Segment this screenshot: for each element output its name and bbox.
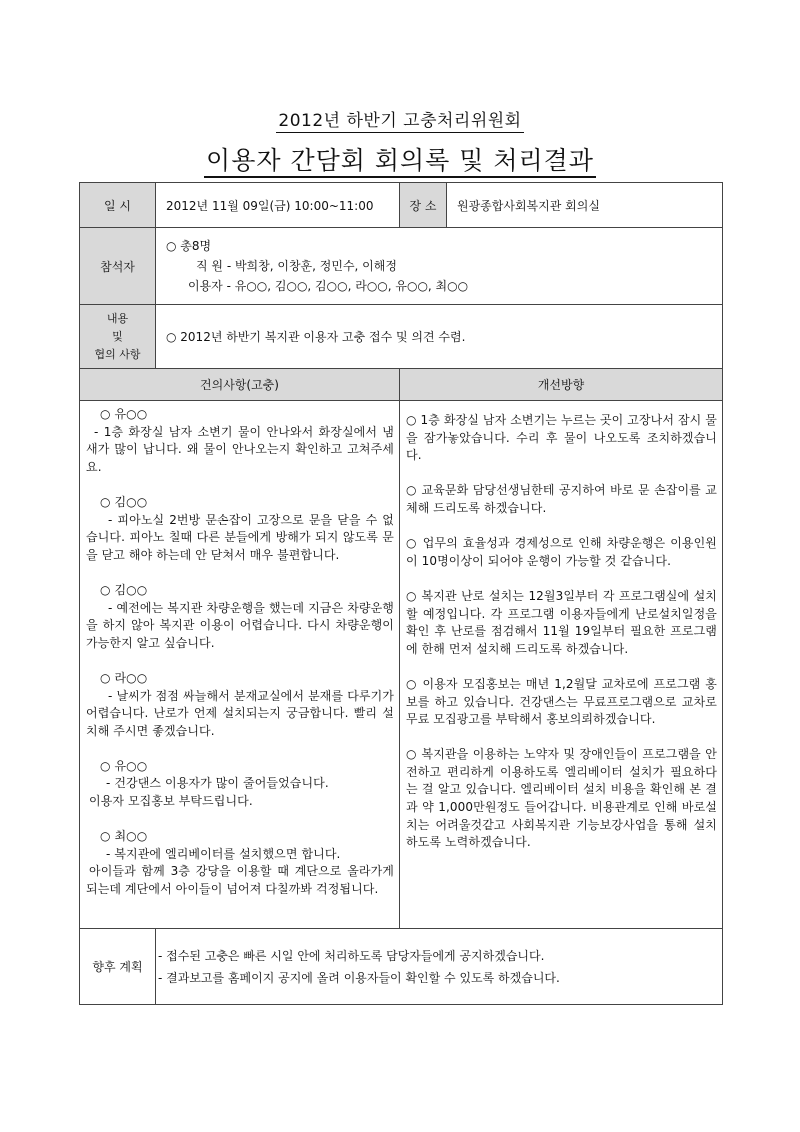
improvement-item: ○ 1층 화장실 남자 소변기는 누르는 곳이 고장나서 잠시 물을 잠가놓았습니다. 수리 후 물이 나오도록 조치하겠습니다. <box>406 413 717 463</box>
improvements-header: 개선방향 <box>400 369 723 401</box>
complaint-item: ○ 라○○ - 날씨가 점점 싸늘해서 분재교실에서 분재를 다루기가 어렵습니다. 난로가 언제 설치되는지 궁금합니다. 빨리 설치해 주시면 좋겠습니다. <box>86 670 394 738</box>
date-label: 일 시 <box>80 183 156 228</box>
complaint-item: ○ 김○○ - 예전에는 복지관 차량운행을 했는데 지금은 차량운행을 하지 않아 복지관 이용이 어렵습니다. 다시 차량운행이 가능한지 알고 싶습니다. <box>86 582 394 650</box>
complaints-column <box>80 401 400 929</box>
place-label: 장 소 <box>400 183 447 228</box>
improvement-item: ○ 복지관 난로 설치는 12월3일부터 각 프로그램실에 설치할 예정입니다. 각 프로그램 이용자들에게 난로설치일정을 확인 후 난로를 점검해서 11월 19일부터 필요한 프로그램에 한해 먼저 설치해 드리도록 하겠습니다. <box>406 588 717 656</box>
date-row <box>80 183 723 228</box>
future-plan-row <box>80 929 723 1005</box>
complaint-item: ○ 최○○ - 복지관에 엘리베이터를 설치했으면 합니다. 아이들과 함께 3층 강당을 이용할 때 계단으로 올라가게 되는데 계단에서 아이들이 넘어져 다칠까봐 걱정됩니다. <box>86 829 394 897</box>
content-value: ○ 2012년 하반기 복지관 이용자 고충 접수 및 의견 수렴. <box>156 305 723 369</box>
future-plan-label: 향후 계획 <box>80 929 156 1005</box>
improvement-item: ○ 복지관을 이용하는 노약자 및 장애인들이 프로그램을 안전하고 편리하게 이용하도록 엘리베이터 설치가 필요하다는 걸 알고 있습니다. 엘리베이터 설치 비용을 확인해 본 결과 약 1,000만원정도 들어갑니다. 비용관계로 인해 바로설치는 어려울것같고 사회복지관 기능보강사업을 통해 설치하도록 노력하겠습니다. <box>406 747 717 850</box>
complaint-item: ○ 김○○ - 피아노실 2번방 문손잡이 고장으로 문을 닫을 수 없습니다. 피아노 칠때 다른 분들에게 방해가 되지 않도록 문을 닫고 해야 하는데 안 닫쳐서 매우 불편합니다. <box>86 494 394 562</box>
improvement-item: ○ 교육문화 담당선생님한테 공지하여 바로 문 손잡이를 교체해 드리도록 하겠습니다. <box>406 483 717 515</box>
future-plan-line: - 결과보고를 홈페이지 공지에 올려 이용자들이 확인할 수 있도록 하겠습니다. <box>158 970 560 985</box>
place-value: 원광종합사회복지관 회의실 <box>447 183 723 228</box>
column-header-row <box>80 369 723 401</box>
document-subtitle: 2012년 하반기 고충처리위원회 <box>278 111 522 131</box>
attendees-value <box>156 228 723 305</box>
improvement-item: ○ 업무의 효율성과 경제성으로 인해 차량운행은 이용인원이 10명이상이 되어야 운행이 가능할 것 같습니다. <box>406 536 717 568</box>
content-label: 내용 및 협의 사항 <box>80 305 156 369</box>
date-value: 2012년 11월 09일(금) 10:00~11:00 <box>156 183 400 228</box>
complaints-header: 건의사항(고충) <box>80 369 400 401</box>
document-title: 이용자 간담회 회의록 및 처리결과 <box>0 141 800 177</box>
future-plan-line: - 접수된 고충은 빠른 시일 안에 처리하도록 담당자들에게 공지하겠습니다. <box>158 948 545 963</box>
attendees-users: 이용자 - 유○○, 김○○, 김○○, 라○○, 유○○, 최○○ <box>188 279 469 293</box>
attendees-total: ○ 총8명 <box>166 239 212 253</box>
improvements-column <box>400 401 723 929</box>
minutes-table <box>79 182 723 1005</box>
attendees-row <box>80 228 723 305</box>
complaint-item: ○ 유○○ - 건강댄스 이용자가 많이 줄어들었습니다. 이용자 모집홍보 부탁드립니다. <box>89 758 329 809</box>
future-plan-value <box>156 929 723 1005</box>
content-row <box>80 305 723 369</box>
details-row <box>80 401 723 929</box>
complaint-item: ○ 유○○ - 1층 화장실 남자 소변기 물이 안나와서 화장실에서 냄새가 많이 납니다. 왜 물이 안나오는지 확인하고 고쳐주세요. <box>86 407 394 474</box>
attendees-label: 참석자 <box>80 228 156 305</box>
improvement-item: ○ 이용자 모집홍보는 매년 1,2월달 교차로에 프로그램 홍보를 하고 있습니다. 건강댄스는 무료프로그램으로 교차로 무료 모집광고를 부탁해서 홍보의뢰하겠습니다. <box>406 676 717 727</box>
attendees-staff: 직 원 - 박희창, 이창훈, 정민수, 이해정 <box>196 259 397 273</box>
